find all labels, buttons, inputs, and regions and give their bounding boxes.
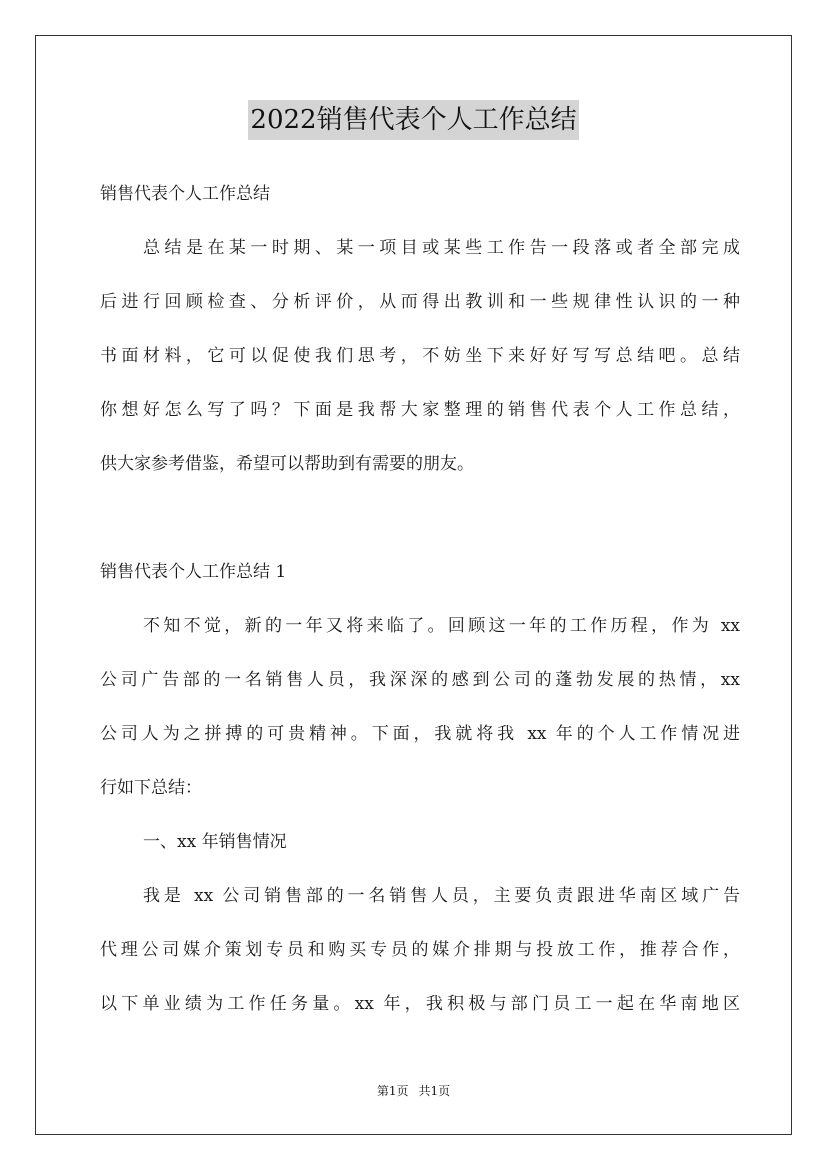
document-subtitle: 销售代表个人工作总结 <box>100 184 270 204</box>
paragraph-line: 代理公司媒介策划专员和购买专员的媒介排期与投放工作，推荐合作， <box>100 940 740 960</box>
intro-line: 总结是在某一时期、某一项目或某些工作告一段落或者全部完成 <box>143 238 740 258</box>
intro-line: 书面材料，它可以促使我们思考，不妨坐下来好好写写总结吧。总结 <box>100 346 740 366</box>
title-wrap <box>0 100 827 140</box>
page-footer <box>0 1082 827 1100</box>
paragraph-line: 不知不觉，新的一年又将来临了。回顾这一年的工作历程，作为 xx <box>143 616 740 636</box>
page-total: 共1页 <box>418 1084 451 1098</box>
section-heading: 销售代表个人工作总结 1 <box>100 562 287 582</box>
paragraph-line: 公司广告部的一名销售人员，我深深的感到公司的蓬勃发展的热情，xx <box>100 670 740 690</box>
page-number: 第1页 <box>376 1084 409 1098</box>
intro-line: 后进行回顾检查、分析评价，从而得出教训和一些规律性认识的一种 <box>100 292 740 312</box>
intro-line: 你想好怎么写了吗？下面是我帮大家整理的销售代表个人工作总结， <box>100 400 740 420</box>
paragraph-line: 行如下总结： <box>100 778 202 798</box>
document-title: 2022销售代表个人工作总结 <box>248 100 578 140</box>
paragraph-line: 公司人为之拼搏的可贵精神。下面，我就将我 xx 年的个人工作情况进 <box>100 724 740 744</box>
intro-line: 供大家参考借鉴，希望可以帮助到有需要的朋友。 <box>100 454 474 474</box>
subheading: 一、xx 年销售情况 <box>143 832 287 852</box>
paragraph-line: 我是 xx 公司销售部的一名销售人员，主要负责跟进华南区域广告 <box>143 886 740 906</box>
paragraph-line: 以下单业绩为工作任务量。xx 年，我积极与部门员工一起在华南地区 <box>100 994 740 1014</box>
